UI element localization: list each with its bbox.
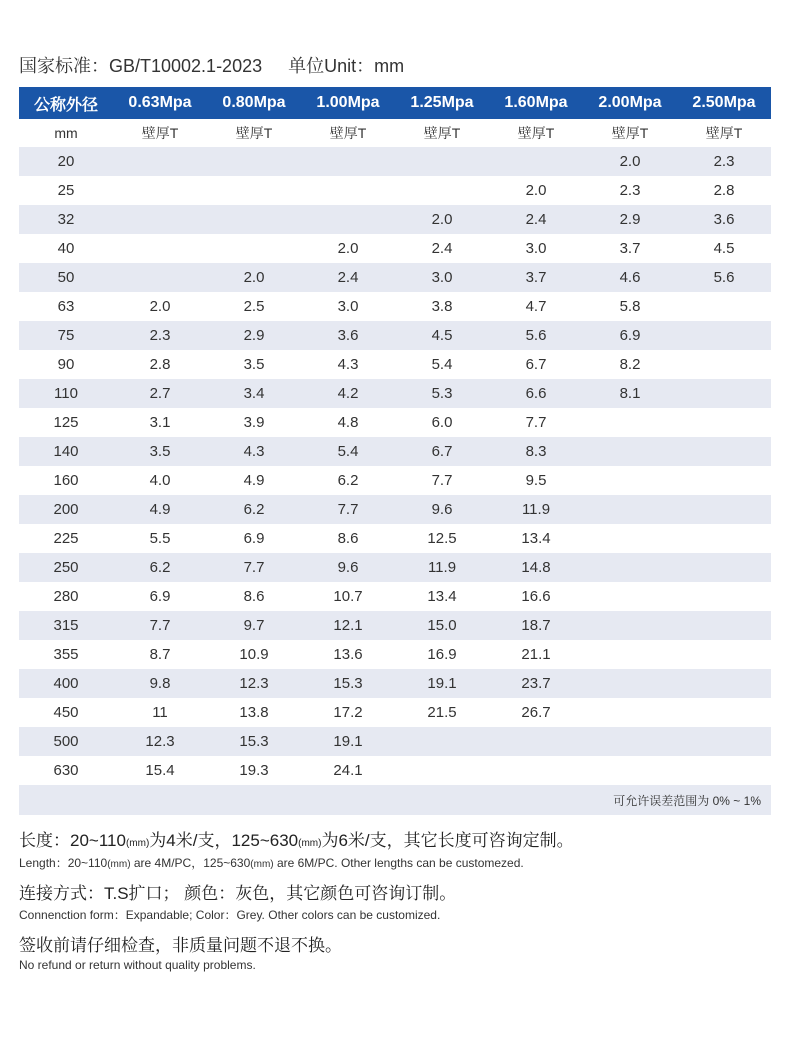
wall-thickness-cell: 6.9: [243, 530, 265, 547]
wall-thickness-cell: [583, 669, 677, 698]
wall-thickness-cell: 3.0: [395, 263, 489, 292]
wall-thickness-cell: [677, 437, 771, 466]
wall-thickness-cell: [207, 234, 301, 263]
wall-thickness-cell: 2.5: [243, 298, 265, 315]
wall-thickness-cell: 8.7: [149, 646, 171, 663]
wall-thickness-cell: [677, 756, 771, 785]
wall-thickness-cell: 12.3: [207, 669, 301, 698]
wall-thickness-cell: 3.5: [243, 356, 265, 373]
wall-thickness-cell: 3.6: [301, 321, 395, 350]
wall-thickness-cell: [583, 698, 677, 727]
wall-thickness-cell: 4.0: [149, 472, 171, 489]
wall-thickness-cell: 9.6: [395, 495, 489, 524]
outer-diameter-cell: 250: [19, 553, 113, 582]
wall-thickness-cell: [677, 350, 771, 379]
wall-thickness-cell: [207, 147, 301, 176]
wall-thickness-cell: 2.0: [207, 263, 301, 292]
wall-thickness-cell: [207, 205, 301, 234]
wall-thickness-cell: 6.7: [525, 356, 547, 373]
wall-thickness-cell: [301, 147, 395, 176]
subheader-wall-thickness: 壁厚T: [207, 119, 301, 147]
header-row: [19, 87, 771, 119]
table-row: [19, 495, 771, 524]
subheader-wall-thickness: 壁厚T: [583, 119, 677, 147]
wall-thickness-cell: 2.0: [149, 298, 171, 315]
wall-thickness-cell: [583, 408, 677, 437]
wall-thickness-cell: 9.8: [113, 669, 207, 698]
length-note-en: [19, 854, 524, 871]
table-row: [19, 234, 771, 263]
wall-thickness-cell: [583, 582, 677, 611]
wall-thickness-cell: 2.8: [713, 182, 735, 199]
wall-thickness-cell: [583, 524, 677, 553]
header-pressure-5: 1.60Mpa: [489, 87, 583, 119]
wall-thickness-cell: [395, 727, 489, 756]
standard-label: 国家标准：GB/T10002.1-2023: [19, 56, 263, 76]
table-row: [19, 756, 771, 785]
tolerance-note: 可允许误差范围为 0% ~ 1%: [19, 785, 771, 815]
outer-diameter-cell: 125: [53, 414, 79, 431]
wall-thickness-cell: 4.7: [525, 298, 547, 315]
wall-thickness-cell: [583, 495, 677, 524]
wall-thickness-cell: 11.9: [395, 553, 489, 582]
wall-thickness-cell: 15.0: [395, 611, 489, 640]
wall-thickness-cell: [677, 582, 771, 611]
table-row: [19, 205, 771, 234]
length-zh-unit-1: (mm): [125, 838, 150, 849]
wall-thickness-cell: [395, 756, 489, 785]
wall-thickness-cell: 3.4: [207, 379, 301, 408]
wall-thickness-cell: 13.4: [427, 588, 457, 605]
wall-thickness-cell: 5.4: [301, 437, 395, 466]
wall-thickness-cell: [677, 611, 771, 640]
wall-thickness-cell: 4.2: [301, 379, 395, 408]
wall-thickness-cell: 3.7: [489, 263, 583, 292]
wall-thickness-cell: 3.0: [337, 298, 359, 315]
wall-thickness-cell: 2.9: [583, 205, 677, 234]
wall-thickness-cell: 4.5: [713, 240, 735, 257]
wall-thickness-cell: [113, 205, 207, 234]
outer-diameter-cell: 110: [19, 379, 113, 408]
length-zh-part-3: 为6米/支，其它长度可咨询定制。: [321, 831, 574, 850]
outer-diameter-cell: 50: [19, 263, 113, 292]
wall-thickness-cell: 8.2: [619, 356, 641, 373]
wall-thickness-table: [19, 87, 771, 815]
length-zh-part-1: 长度：20~110: [19, 831, 126, 850]
outer-diameter-cell: 280: [53, 588, 79, 605]
wall-thickness-cell: 6.0: [431, 414, 453, 431]
wall-thickness-cell: [583, 611, 677, 640]
wall-thickness-cell: 7.7: [301, 495, 395, 524]
wall-thickness-cell: [113, 234, 207, 263]
table-row: [19, 669, 771, 698]
wall-thickness-cell: 5.8: [619, 298, 641, 315]
length-en-part-2: are 4M/PC，125~630: [130, 856, 251, 870]
wall-thickness-cell: 4.3: [207, 437, 301, 466]
wall-thickness-cell: 10.7: [333, 588, 363, 605]
length-note-zh: [19, 826, 574, 851]
wall-thickness-cell: 21.5: [427, 704, 457, 721]
table-row: [19, 176, 771, 205]
length-en-unit-1: (mm): [107, 859, 131, 870]
table-row: [19, 147, 771, 176]
wall-thickness-cell: 16.6: [521, 588, 551, 605]
wall-thickness-cell: [301, 176, 395, 205]
subheader-wall-thickness: 壁厚T: [395, 119, 489, 147]
wall-thickness-cell: 4.3: [337, 356, 359, 373]
wall-thickness-cell: 2.3: [619, 182, 641, 199]
wall-thickness-cell: [677, 408, 771, 437]
outer-diameter-cell: 140: [19, 437, 113, 466]
wall-thickness-cell: [677, 495, 771, 524]
wall-thickness-cell: [677, 553, 771, 582]
wall-thickness-cell: 6.2: [337, 472, 359, 489]
wall-thickness-cell: 2.3: [113, 321, 207, 350]
wall-thickness-cell: 15.3: [207, 727, 301, 756]
subheader-wall-thickness: 壁厚T: [301, 119, 395, 147]
wall-thickness-cell: [677, 292, 771, 321]
table-row: [19, 524, 771, 553]
header-pressure-1: 0.63Mpa: [113, 87, 207, 119]
length-zh-part-2: 为4米/支，125~630: [149, 831, 299, 850]
outer-diameter-cell: 225: [53, 530, 79, 547]
wall-thickness-cell: 4.9: [113, 495, 207, 524]
wall-thickness-cell: [677, 698, 771, 727]
header-pressure-6: 2.00Mpa: [583, 87, 677, 119]
outer-diameter-cell: 200: [19, 495, 113, 524]
wall-thickness-cell: [113, 176, 207, 205]
wall-thickness-cell: 13.8: [239, 704, 269, 721]
table-row: [19, 379, 771, 408]
wall-thickness-cell: 2.3: [677, 147, 771, 176]
wall-thickness-cell: 26.7: [521, 704, 551, 721]
length-en-part-3: are 6M/PC. Other lengths can be customezed.: [273, 856, 524, 870]
outer-diameter-cell: 315: [19, 611, 113, 640]
wall-thickness-cell: 2.4: [431, 240, 453, 257]
table-row: [19, 553, 771, 582]
refund-note-en: No refund or return without quality problems.: [19, 958, 256, 972]
wall-thickness-cell: 8.6: [337, 530, 359, 547]
wall-thickness-cell: [583, 437, 677, 466]
wall-thickness-cell: 4.9: [243, 472, 265, 489]
outer-diameter-cell: 20: [19, 147, 113, 176]
wall-thickness-cell: 6.9: [583, 321, 677, 350]
wall-thickness-cell: 2.0: [525, 182, 547, 199]
outer-diameter-cell: 355: [53, 646, 79, 663]
wall-thickness-cell: 4.5: [395, 321, 489, 350]
wall-thickness-cell: [677, 466, 771, 495]
wall-thickness-cell: [395, 147, 489, 176]
wall-thickness-cell: 6.2: [113, 553, 207, 582]
wall-thickness-cell: 8.6: [243, 588, 265, 605]
wall-thickness-cell: 5.4: [431, 356, 453, 373]
wall-thickness-cell: 5.6: [677, 263, 771, 292]
table-row: [19, 466, 771, 495]
wall-thickness-cell: 2.9: [207, 321, 301, 350]
wall-thickness-cell: 24.1: [333, 762, 363, 779]
header-pressure-4: 1.25Mpa: [395, 87, 489, 119]
wall-thickness-cell: 23.7: [489, 669, 583, 698]
outer-diameter-cell: 32: [19, 205, 113, 234]
outer-diameter-cell: 63: [57, 298, 75, 315]
table-row: [19, 437, 771, 466]
header-outer-diameter: 公称外径: [19, 87, 113, 119]
wall-thickness-cell: 9.5: [525, 472, 547, 489]
wall-thickness-cell: 5.6: [489, 321, 583, 350]
table-row: [19, 263, 771, 292]
wall-thickness-cell: 6.6: [489, 379, 583, 408]
wall-thickness-cell: 16.9: [427, 646, 457, 663]
wall-thickness-cell: 7.7: [207, 553, 301, 582]
table-row: [19, 698, 771, 727]
subheader-row: [19, 119, 771, 147]
wall-thickness-cell: 19.1: [301, 727, 395, 756]
wall-thickness-cell: 15.4: [145, 762, 175, 779]
wall-thickness-cell: [677, 669, 771, 698]
wall-thickness-cell: 3.0: [525, 240, 547, 257]
wall-thickness-cell: 2.4: [489, 205, 583, 234]
wall-thickness-cell: 2.7: [113, 379, 207, 408]
wall-thickness-cell: 7.7: [113, 611, 207, 640]
wall-thickness-cell: 9.6: [301, 553, 395, 582]
wall-thickness-cell: [677, 321, 771, 350]
wall-thickness-cell: 7.7: [525, 414, 547, 431]
table-row: [19, 727, 771, 756]
length-zh-unit-2: (mm): [298, 838, 322, 849]
connection-note-zh: 连接方式：T.S扩口； 颜色：灰色，其它颜色可咨询订制。: [19, 884, 457, 903]
wall-thickness-cell: 17.2: [333, 704, 363, 721]
table-row: [19, 321, 771, 350]
wall-thickness-cell: [113, 147, 207, 176]
header-pressure-2: 0.80Mpa: [207, 87, 301, 119]
wall-thickness-cell: [583, 727, 677, 756]
wall-thickness-cell: 3.6: [677, 205, 771, 234]
wall-thickness-cell: 12.1: [301, 611, 395, 640]
wall-thickness-cell: 2.0: [583, 147, 677, 176]
tolerance-row: [19, 785, 771, 815]
wall-thickness-cell: 15.3: [301, 669, 395, 698]
wall-thickness-cell: 9.7: [207, 611, 301, 640]
length-en-part-1: Length：20~110: [19, 856, 108, 870]
wall-thickness-cell: 6.9: [149, 588, 171, 605]
wall-thickness-cell: [113, 263, 207, 292]
outer-diameter-cell: 40: [57, 240, 75, 257]
wall-thickness-cell: [583, 756, 677, 785]
wall-thickness-cell: 21.1: [521, 646, 551, 663]
outer-diameter-cell: 75: [19, 321, 113, 350]
wall-thickness-cell: 3.7: [619, 240, 641, 257]
wall-thickness-cell: 12.5: [427, 530, 457, 547]
wall-thickness-cell: [489, 147, 583, 176]
wall-thickness-cell: [677, 524, 771, 553]
outer-diameter-cell: 160: [53, 472, 79, 489]
wall-thickness-cell: 5.5: [149, 530, 171, 547]
wall-thickness-cell: [207, 176, 301, 205]
unit-label: 单位Unit：mm: [288, 56, 405, 76]
wall-thickness-cell: [489, 727, 583, 756]
outer-diameter-cell: 630: [53, 762, 79, 779]
wall-thickness-cell: [583, 640, 677, 669]
subheader-unit: mm: [19, 119, 113, 147]
wall-thickness-cell: 14.8: [489, 553, 583, 582]
table-row: [19, 408, 771, 437]
wall-thickness-cell: 19.3: [239, 762, 269, 779]
table-row: [19, 292, 771, 321]
wall-thickness-cell: [583, 466, 677, 495]
wall-thickness-cell: [677, 727, 771, 756]
wall-thickness-cell: 8.3: [489, 437, 583, 466]
wall-thickness-cell: 3.8: [431, 298, 453, 315]
wall-thickness-cell: 13.6: [333, 646, 363, 663]
wall-thickness-cell: 8.1: [583, 379, 677, 408]
refund-note-zh: 签收前请仔细检查，非质量问题不退不换。: [19, 936, 342, 955]
subheader-wall-thickness: 壁厚T: [113, 119, 207, 147]
wall-thickness-cell: 2.4: [301, 263, 395, 292]
wall-thickness-cell: 4.6: [583, 263, 677, 292]
outer-diameter-cell: 450: [53, 704, 79, 721]
wall-thickness-cell: [395, 176, 489, 205]
outer-diameter-cell: 25: [57, 182, 75, 199]
wall-thickness-cell: 6.7: [395, 437, 489, 466]
wall-thickness-cell: [677, 379, 771, 408]
wall-thickness-cell: 6.2: [207, 495, 301, 524]
wall-thickness-cell: 3.5: [113, 437, 207, 466]
wall-thickness-cell: 2.0: [395, 205, 489, 234]
wall-thickness-cell: 7.7: [431, 472, 453, 489]
header-pressure-7: 2.50Mpa: [677, 87, 771, 119]
wall-thickness-cell: 3.9: [243, 414, 265, 431]
wall-thickness-cell: 18.7: [489, 611, 583, 640]
wall-thickness-cell: [489, 756, 583, 785]
connection-note-en: Connenction form：Expandable; Color：Grey. Other colors can be customized.: [19, 908, 441, 922]
outer-diameter-cell: 90: [57, 356, 75, 373]
wall-thickness-cell: 19.1: [395, 669, 489, 698]
length-en-unit-2: (mm): [250, 859, 274, 870]
table-row: [19, 350, 771, 379]
table-row: [19, 640, 771, 669]
wall-thickness-cell: 2.8: [149, 356, 171, 373]
header-pressure-3: 1.00Mpa: [301, 87, 395, 119]
wall-thickness-cell: [677, 640, 771, 669]
wall-thickness-cell: 3.1: [149, 414, 171, 431]
wall-thickness-cell: [301, 205, 395, 234]
wall-thickness-cell: 4.8: [337, 414, 359, 431]
subheader-wall-thickness: 壁厚T: [489, 119, 583, 147]
subheader-wall-thickness: 壁厚T: [677, 119, 771, 147]
wall-thickness-cell: 2.0: [337, 240, 359, 257]
standard-line: [19, 52, 404, 78]
wall-thickness-cell: 11.9: [489, 495, 583, 524]
wall-thickness-cell: 10.9: [239, 646, 269, 663]
wall-thickness-cell: 5.3: [395, 379, 489, 408]
table-row: [19, 582, 771, 611]
wall-thickness-cell: 12.3: [113, 727, 207, 756]
wall-thickness-cell: [583, 553, 677, 582]
wall-thickness-cell: 11: [152, 704, 168, 721]
outer-diameter-cell: 500: [19, 727, 113, 756]
outer-diameter-cell: 400: [19, 669, 113, 698]
wall-thickness-cell: 13.4: [521, 530, 551, 547]
table-row: [19, 611, 771, 640]
